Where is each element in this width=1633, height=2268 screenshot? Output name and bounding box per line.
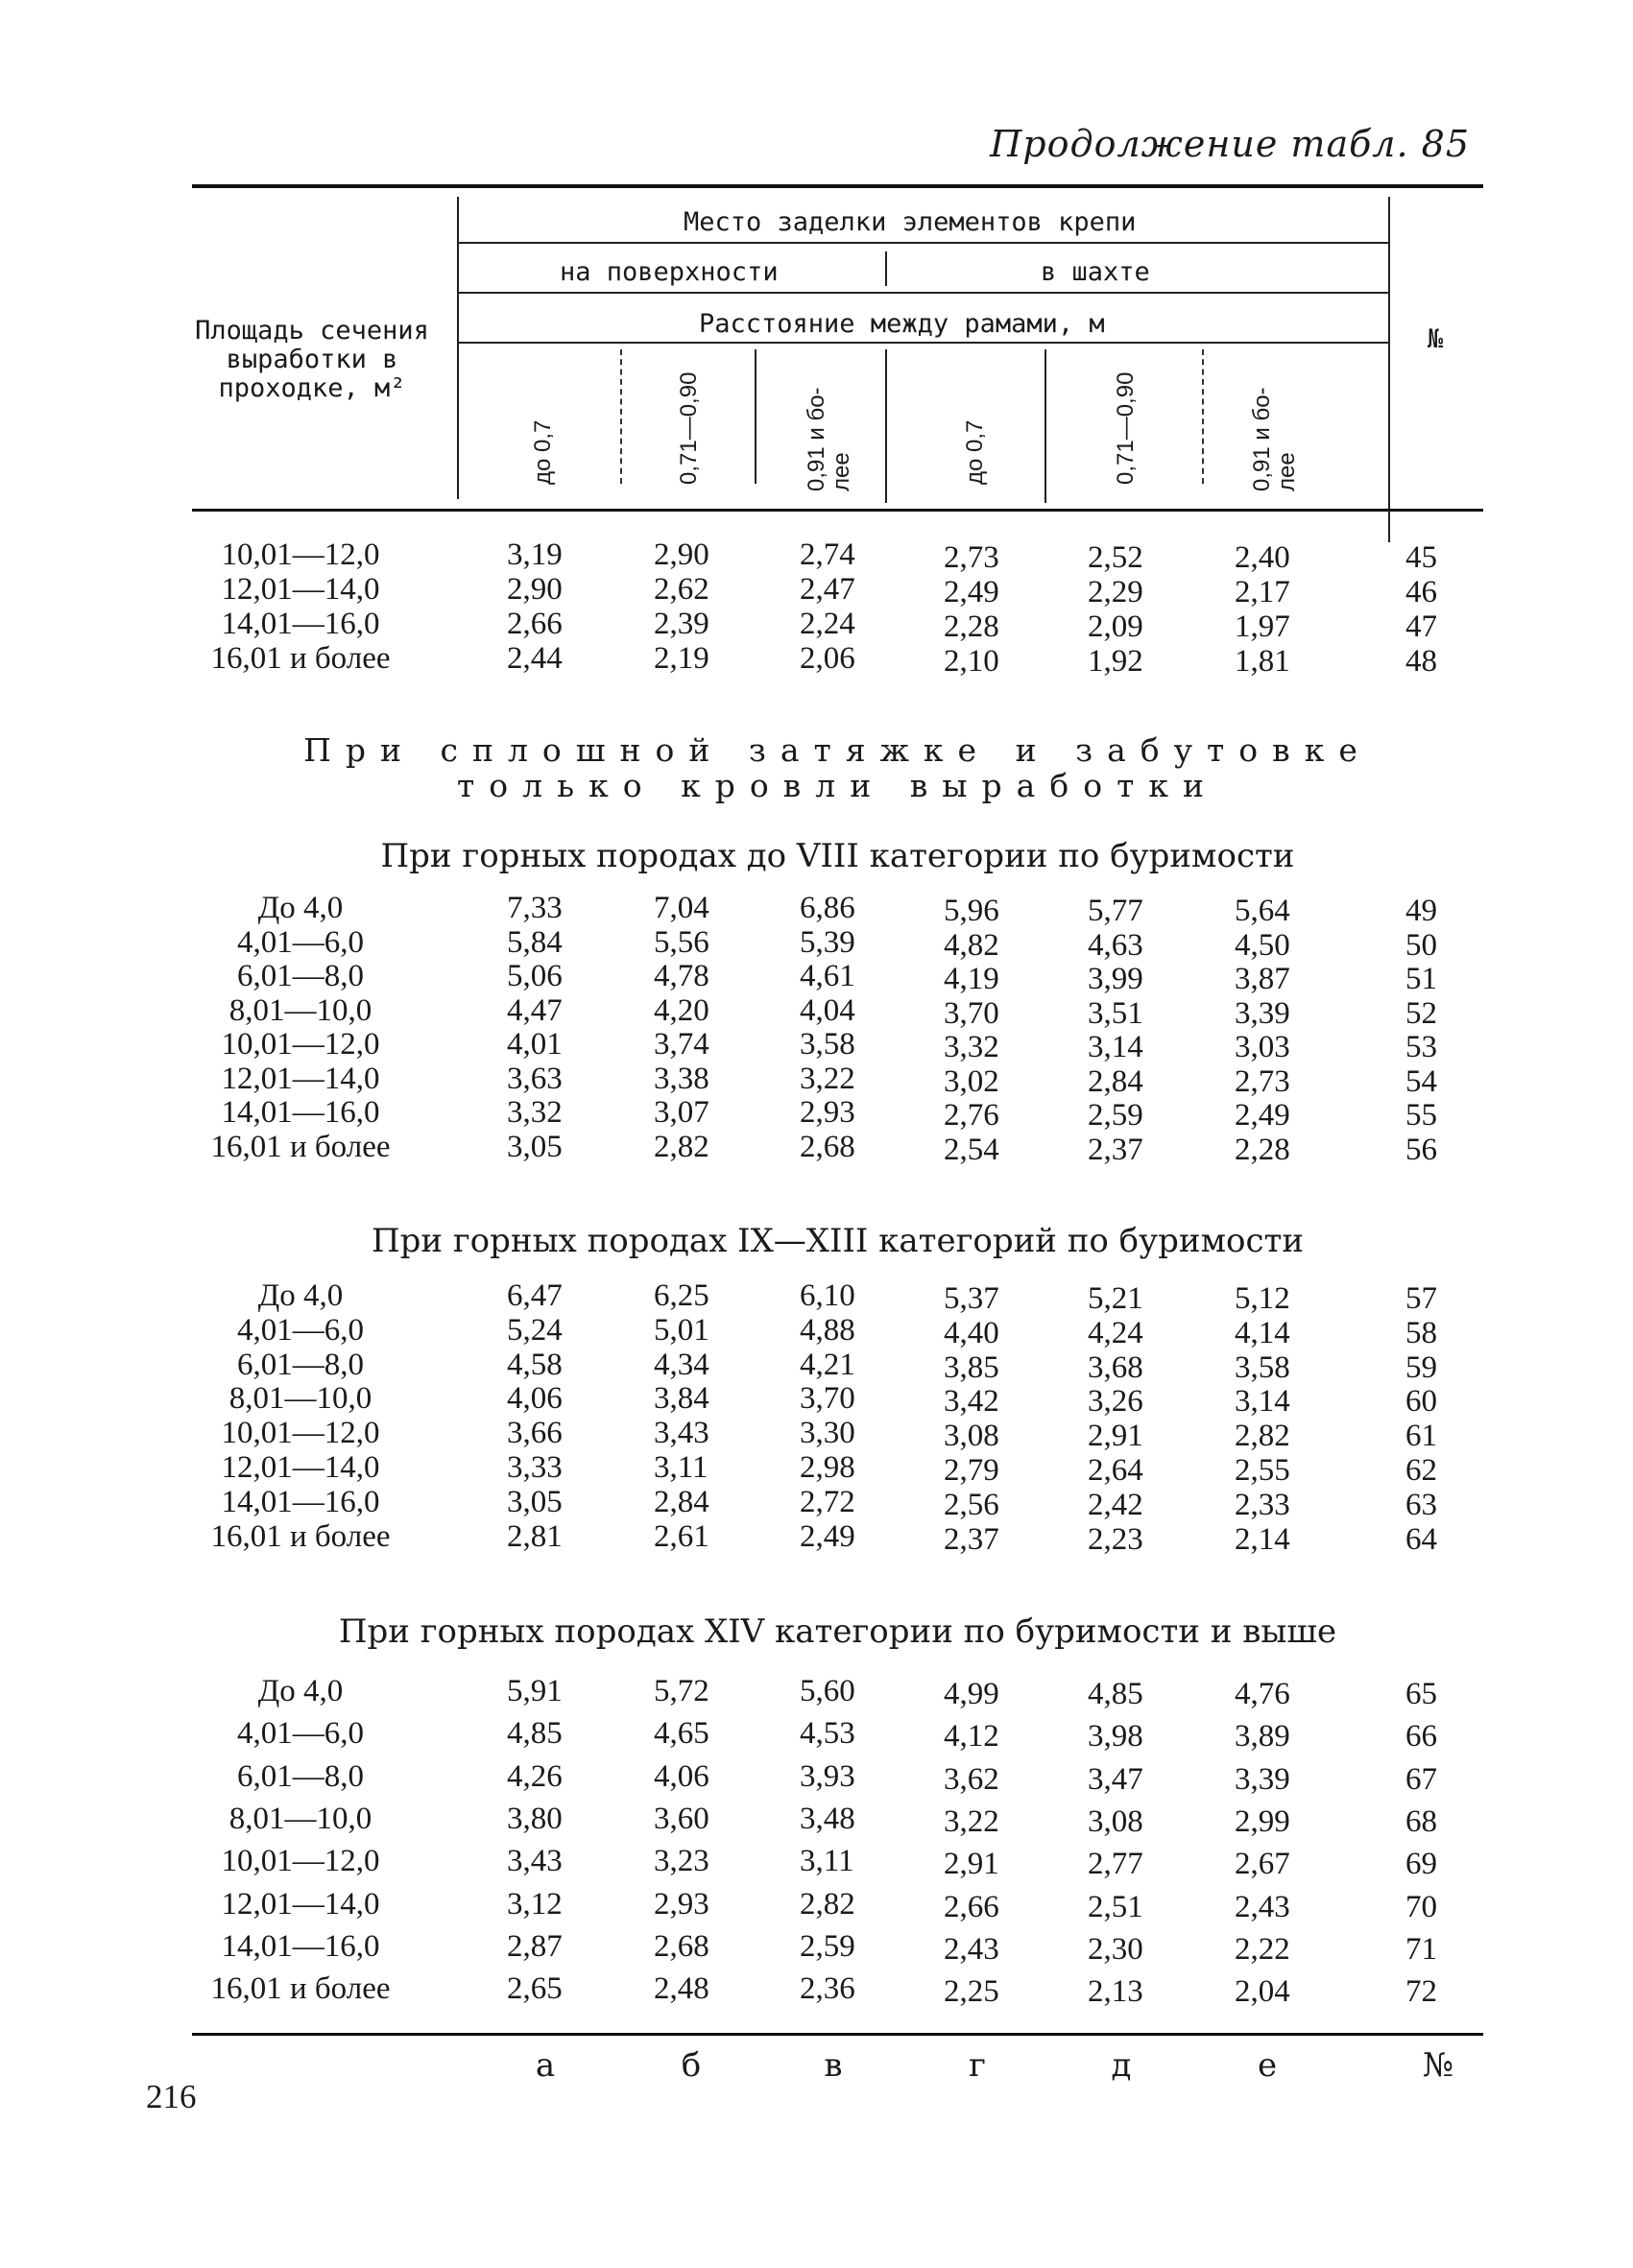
table-cell: 2,47 — [800, 572, 855, 607]
row-label: До 4,0 — [257, 891, 344, 925]
table-cell: 5,39 — [800, 925, 855, 960]
table-cell: 2,28 — [944, 609, 999, 644]
section-title-xiv: При горных породах XIV категории по буримости и выше — [338, 1612, 1337, 1651]
table-cell: 2,28 — [1235, 1133, 1290, 1167]
table-cell: 5,12 — [1235, 1281, 1290, 1316]
table-cell: 5,64 — [1235, 894, 1290, 928]
table-cell: 3,70 — [944, 996, 999, 1031]
table-cell: 3,89 — [1235, 1719, 1290, 1754]
table-cell: 3,42 — [944, 1384, 999, 1419]
table-cell: 2,68 — [800, 1130, 855, 1164]
table-cell: 4,40 — [944, 1316, 999, 1350]
row-label: 10,01—12,0 — [221, 1416, 380, 1450]
table-cell: 2,30 — [1088, 1932, 1143, 1967]
row-label: 8,01—10,0 — [228, 1381, 372, 1416]
row-label: До 4,0 — [257, 1674, 344, 1708]
row-number: 69 — [1405, 1847, 1437, 1881]
table-cell: 3,74 — [654, 1027, 709, 1062]
header-col-divider — [755, 349, 756, 484]
row-number: 49 — [1405, 894, 1437, 928]
table-cell: 3,38 — [654, 1062, 709, 1096]
header-bottom-rule — [192, 509, 1483, 512]
table-cell: 3,05 — [507, 1130, 563, 1164]
table-cell: 4,04 — [800, 993, 855, 1028]
table-cell: 4,61 — [800, 959, 855, 993]
table-cell: 2,10 — [944, 644, 999, 679]
row-label: 12,01—14,0 — [221, 1887, 380, 1922]
table-cell: 3,08 — [944, 1419, 999, 1453]
table-cell: 5,01 — [654, 1313, 709, 1348]
table-cell: 3,22 — [944, 1804, 999, 1839]
header-line-place — [459, 242, 1388, 244]
page-number: 216 — [146, 2078, 197, 2115]
table-cell: 6,25 — [654, 1278, 709, 1313]
table-cell: 2,91 — [1088, 1419, 1143, 1453]
table-cell: 3,98 — [1088, 1719, 1143, 1754]
row-number: 71 — [1405, 1932, 1437, 1967]
table-cell: 4,47 — [507, 993, 563, 1028]
row-number: 55 — [1405, 1098, 1437, 1133]
table-cell: 2,14 — [1235, 1522, 1290, 1557]
row-number: 56 — [1405, 1133, 1437, 1167]
footer-letter: а — [535, 2046, 556, 2085]
table-cell: 2,87 — [507, 1929, 563, 1964]
table-cell: 1,92 — [1088, 644, 1143, 679]
table-cell: 2,09 — [1088, 609, 1143, 644]
table-cell: 5,37 — [944, 1281, 999, 1316]
table-cell: 5,84 — [507, 925, 563, 960]
table-cell: 4,58 — [507, 1348, 563, 1382]
table-cell: 4,12 — [944, 1719, 999, 1754]
row-number: 47 — [1405, 609, 1437, 644]
table-cell: 3,03 — [1235, 1030, 1290, 1064]
table-cell: 3,85 — [944, 1350, 999, 1385]
table-cell: 2,93 — [654, 1887, 709, 1922]
table-cell: 2,62 — [654, 572, 709, 607]
row-number: 70 — [1405, 1890, 1437, 1924]
table-cell: 2,24 — [800, 607, 855, 641]
table-cell: 2,59 — [1088, 1098, 1143, 1133]
table-cell: 2,65 — [507, 1971, 563, 2006]
header-place: Место заделки элементов крепи — [684, 207, 1137, 237]
table-cell: 3,23 — [654, 1844, 709, 1878]
table-cell: 1,81 — [1235, 644, 1290, 679]
footer-letter: в — [824, 2046, 843, 2085]
table-cell: 2,98 — [800, 1450, 855, 1485]
table-cell: 3,33 — [507, 1450, 563, 1485]
table-cell: 6,47 — [507, 1278, 563, 1313]
table-cell: 2,06 — [800, 641, 855, 676]
table-cell: 2,42 — [1088, 1488, 1143, 1522]
row-number: 52 — [1405, 996, 1437, 1031]
row-label: 14,01—16,0 — [221, 607, 380, 641]
table-cell: 2,49 — [944, 575, 999, 609]
table-cell: 3,68 — [1088, 1350, 1143, 1385]
col-header-e: 0,71—0,90 — [1113, 371, 1139, 485]
subheading-line1: При сплошной затяжке и забутовке — [303, 731, 1372, 769]
table-cell: 4,19 — [944, 962, 999, 996]
row-label: 12,01—14,0 — [221, 572, 380, 607]
table-cell: 3,87 — [1235, 962, 1290, 996]
row-number: 59 — [1405, 1350, 1437, 1385]
table-caption: Продолжение табл. 85 — [990, 123, 1470, 165]
col-header-f-text: 0,91 и бо-лее — [1249, 387, 1300, 491]
table-cell: 3,19 — [507, 537, 563, 572]
table-cell: 3,58 — [800, 1027, 855, 1062]
subheading-line2: только кровли выработки — [457, 767, 1218, 804]
row-label: 4,01—6,0 — [237, 1716, 364, 1751]
row-number: 62 — [1405, 1453, 1437, 1488]
table-cell: 2,68 — [654, 1929, 709, 1964]
table-cell: 2,44 — [507, 641, 563, 676]
table-cell: 4,85 — [507, 1716, 563, 1751]
table-cell: 4,34 — [654, 1348, 709, 1382]
table-cell: 5,72 — [654, 1674, 709, 1708]
table-cell: 2,29 — [1088, 575, 1143, 609]
table-cell: 5,21 — [1088, 1281, 1143, 1316]
row-label: 8,01—10,0 — [228, 993, 372, 1028]
row-number: 68 — [1405, 1804, 1437, 1839]
row-number: 64 — [1405, 1522, 1437, 1557]
row-number: 60 — [1405, 1384, 1437, 1419]
table-cell: 2,90 — [654, 537, 709, 572]
table-cell: 4,88 — [800, 1313, 855, 1348]
row-number: 57 — [1405, 1281, 1437, 1316]
top-rule — [192, 184, 1483, 188]
table-cell: 2,93 — [800, 1095, 855, 1130]
table-cell: 2,91 — [944, 1847, 999, 1881]
table-cell: 5,60 — [800, 1674, 855, 1708]
table-cell: 3,39 — [1235, 1762, 1290, 1797]
table-cell: 4,21 — [800, 1348, 855, 1382]
table-cell: 2,77 — [1088, 1847, 1143, 1881]
col-header-a: до 0,7 — [530, 419, 556, 485]
row-label: 16,01 и более — [210, 641, 391, 676]
table-cell: 2,19 — [654, 641, 709, 676]
row-label: 4,01—6,0 — [237, 925, 364, 960]
table-cell: 2,79 — [944, 1453, 999, 1488]
table-cell: 3,43 — [507, 1844, 563, 1878]
table-cell: 3,22 — [800, 1062, 855, 1096]
table-cell: 2,37 — [1088, 1133, 1143, 1167]
table-cell: 2,73 — [944, 540, 999, 575]
table-cell: 2,64 — [1088, 1453, 1143, 1488]
table-cell: 2,22 — [1235, 1932, 1290, 1967]
table-cell: 3,07 — [654, 1095, 709, 1130]
table-cell: 3,08 — [1088, 1804, 1143, 1839]
header-num: № — [1428, 324, 1444, 354]
table-cell: 7,33 — [507, 891, 563, 925]
row-number: 65 — [1405, 1677, 1437, 1711]
table-cell: 3,93 — [800, 1759, 855, 1794]
table-cell: 3,66 — [507, 1416, 563, 1450]
row-number: 46 — [1405, 575, 1437, 609]
header-col-divider — [885, 349, 887, 503]
table-cell: 2,82 — [654, 1130, 709, 1164]
header-right-border — [1388, 197, 1390, 542]
table-cell: 7,04 — [654, 891, 709, 925]
table-cell: 2,13 — [1088, 1974, 1143, 2009]
table-cell: 2,43 — [944, 1932, 999, 1967]
table-cell: 2,36 — [800, 1971, 855, 2006]
row-number: 72 — [1405, 1974, 1437, 2009]
col-header-c-text: 0,91 и бо-лее — [804, 387, 854, 491]
table-cell: 3,11 — [654, 1450, 708, 1485]
row-number: 45 — [1405, 540, 1437, 575]
row-label: 12,01—14,0 — [221, 1062, 380, 1096]
table-cell: 3,43 — [654, 1416, 709, 1450]
row-number: 51 — [1405, 962, 1437, 996]
header-col-divider — [1045, 349, 1046, 503]
table-cell: 2,39 — [654, 607, 709, 641]
row-number: 66 — [1405, 1719, 1437, 1754]
table-cell: 2,76 — [944, 1098, 999, 1133]
row-label: 14,01—16,0 — [221, 1095, 380, 1130]
table-cell: 2,82 — [800, 1887, 855, 1922]
table-cell: 2,84 — [1088, 1064, 1143, 1099]
table-cell: 3,48 — [800, 1802, 855, 1836]
header-distance: Расстояние между рамами, м — [699, 309, 1105, 339]
table-cell: 4,85 — [1088, 1677, 1143, 1711]
table-cell: 3,51 — [1088, 996, 1143, 1031]
header-line-location — [459, 292, 1388, 294]
table-cell: 3,02 — [944, 1064, 999, 1099]
table-cell: 2,55 — [1235, 1453, 1290, 1488]
row-number: 54 — [1405, 1064, 1437, 1099]
table-cell: 5,56 — [654, 925, 709, 960]
row-number: 48 — [1405, 644, 1437, 679]
row-number: 67 — [1405, 1762, 1437, 1797]
footer-letter: № — [1422, 2046, 1454, 2085]
section-title-ix-xiii: При горных породах IX—XIII категорий по буримости — [371, 1222, 1305, 1260]
table-cell: 4,99 — [944, 1677, 999, 1711]
footer-letter: б — [681, 2046, 702, 2085]
table-cell: 4,20 — [654, 993, 709, 1028]
row-label: 6,01—8,0 — [237, 1759, 364, 1794]
table-cell: 2,52 — [1088, 540, 1143, 575]
row-label: 14,01—16,0 — [221, 1929, 380, 1964]
table-cell: 3,11 — [800, 1844, 854, 1878]
table-cell: 6,86 — [800, 891, 855, 925]
table-cell: 4,76 — [1235, 1677, 1290, 1711]
table-cell: 3,70 — [800, 1381, 855, 1416]
table-cell: 5,77 — [1088, 894, 1143, 928]
row-label: 8,01—10,0 — [228, 1802, 372, 1836]
table-cell: 2,66 — [944, 1890, 999, 1924]
header-shaft: в шахте — [1041, 257, 1150, 287]
table-cell: 2,81 — [507, 1519, 563, 1554]
row-number: 53 — [1405, 1030, 1437, 1064]
table-cell: 2,37 — [944, 1522, 999, 1557]
table-cell: 3,32 — [944, 1030, 999, 1064]
table-cell: 3,60 — [654, 1802, 709, 1836]
row-label: 16,01 и более — [210, 1971, 391, 2006]
table-cell: 2,73 — [1235, 1064, 1290, 1099]
table-cell: 2,56 — [944, 1488, 999, 1522]
table-cell: 3,14 — [1235, 1384, 1290, 1419]
table-cell: 2,43 — [1235, 1890, 1290, 1924]
table-cell: 2,48 — [654, 1971, 709, 2006]
table-cell: 2,49 — [1235, 1098, 1290, 1133]
table-cell: 5,24 — [507, 1313, 563, 1348]
row-label: 6,01—8,0 — [237, 959, 364, 993]
table-cell: 2,82 — [1235, 1419, 1290, 1453]
table-cell: 4,26 — [507, 1759, 563, 1794]
table-cell: 3,12 — [507, 1887, 563, 1922]
header-line-distance — [459, 342, 1388, 344]
bottom-rule — [192, 2033, 1483, 2036]
row-label: 10,01—12,0 — [221, 1844, 380, 1878]
table-cell: 3,26 — [1088, 1384, 1143, 1419]
table-cell: 3,80 — [507, 1802, 563, 1836]
row-label: 10,01—12,0 — [221, 537, 380, 572]
table-cell: 2,51 — [1088, 1890, 1143, 1924]
footer-letter: г — [969, 2046, 986, 2085]
table-cell: 4,06 — [654, 1759, 709, 1794]
table-cell: 4,82 — [944, 928, 999, 963]
table-cell: 6,10 — [800, 1278, 855, 1313]
table-cell: 2,54 — [944, 1133, 999, 1167]
table-cell: 2,49 — [800, 1519, 855, 1554]
row-label: 14,01—16,0 — [221, 1485, 380, 1519]
table-cell: 4,65 — [654, 1716, 709, 1751]
table-cell: 4,14 — [1235, 1316, 1290, 1350]
table-cell: 2,67 — [1235, 1847, 1290, 1881]
row-label: 16,01 и более — [210, 1519, 391, 1554]
row-label: 10,01—12,0 — [221, 1027, 380, 1062]
table-cell: 5,96 — [944, 894, 999, 928]
footer-letter: д — [1111, 2046, 1132, 2085]
table-cell: 3,84 — [654, 1381, 709, 1416]
table-cell: 3,47 — [1088, 1762, 1143, 1797]
table-cell: 3,39 — [1235, 996, 1290, 1031]
table-cell: 2,90 — [507, 572, 563, 607]
table-cell: 3,58 — [1235, 1350, 1290, 1385]
table-cell: 2,99 — [1235, 1804, 1290, 1839]
table-cell: 2,61 — [654, 1519, 709, 1554]
table-cell: 2,59 — [800, 1929, 855, 1964]
row-label: 12,01—14,0 — [221, 1450, 380, 1485]
header-col-divider — [1202, 349, 1204, 484]
table-cell: 5,91 — [507, 1674, 563, 1708]
row-number: 61 — [1405, 1419, 1437, 1453]
table-cell: 3,99 — [1088, 962, 1143, 996]
row-number: 58 — [1405, 1316, 1437, 1350]
col-header-d: до 0,7 — [962, 419, 988, 485]
row-number: 63 — [1405, 1488, 1437, 1522]
table-cell: 2,84 — [654, 1485, 709, 1519]
row-label: 4,01—6,0 — [237, 1313, 364, 1348]
table-cell: 2,74 — [800, 537, 855, 572]
table-cell: 4,78 — [654, 959, 709, 993]
row-label: 16,01 и более — [210, 1130, 391, 1164]
table-cell: 3,62 — [944, 1762, 999, 1797]
header-split-location — [885, 251, 887, 286]
table-cell: 2,23 — [1088, 1522, 1143, 1557]
table-cell: 2,33 — [1235, 1488, 1290, 1522]
table-cell: 4,63 — [1088, 928, 1143, 963]
header-surface: на поверхности — [560, 257, 779, 287]
row-header-label: Площадь сечения выработки в проходке, м² — [195, 316, 429, 403]
table-cell: 3,14 — [1088, 1030, 1143, 1064]
header-col-divider — [620, 349, 622, 484]
table-cell: 4,06 — [507, 1381, 563, 1416]
table-cell: 3,30 — [800, 1416, 855, 1450]
footer-letter: е — [1257, 2046, 1278, 2085]
table-cell: 2,66 — [507, 607, 563, 641]
col-header-b: 0,71—0,90 — [676, 371, 702, 485]
section-title-viii: При горных породах до VIII категории по буримости — [380, 837, 1295, 875]
row-label: До 4,0 — [257, 1278, 344, 1313]
table-cell: 2,25 — [944, 1974, 999, 2009]
row-label: 6,01—8,0 — [237, 1348, 364, 1382]
table-cell: 4,01 — [507, 1027, 563, 1062]
table-cell: 2,40 — [1235, 540, 1290, 575]
table-cell: 2,72 — [800, 1485, 855, 1519]
table-cell: 2,04 — [1235, 1974, 1290, 2009]
table-cell: 4,50 — [1235, 928, 1290, 963]
row-number: 50 — [1405, 928, 1437, 963]
table-cell: 4,24 — [1088, 1316, 1143, 1350]
table-cell: 3,32 — [507, 1095, 563, 1130]
table-cell: 3,05 — [507, 1485, 563, 1519]
table-cell: 2,17 — [1235, 575, 1290, 609]
table-cell: 4,53 — [800, 1716, 855, 1751]
table-cell: 3,63 — [507, 1062, 563, 1096]
table-cell: 1,97 — [1235, 609, 1290, 644]
table-cell: 5,06 — [507, 959, 563, 993]
